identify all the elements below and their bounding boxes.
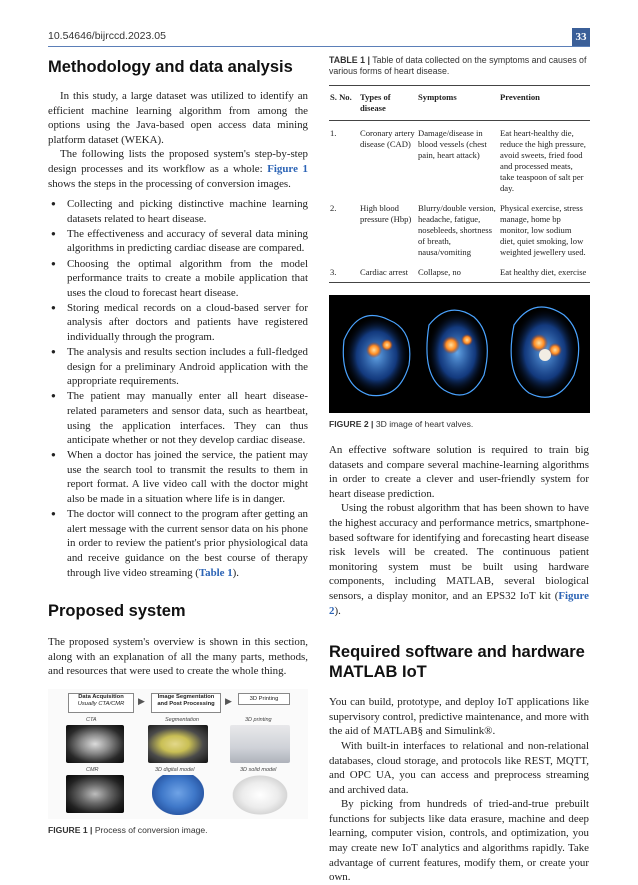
3d-solid-heart-image: [232, 775, 288, 815]
last-bullet-text-b: ).: [232, 566, 240, 579]
segmentation-label: Segmentation: [165, 716, 199, 723]
left-column: [48, 55, 308, 835]
table-cell: 2.: [330, 203, 337, 213]
figure-1-caption-label: FIGURE 1 |: [48, 824, 93, 835]
table-header-row: [329, 86, 590, 121]
table-cell: Eat heart-healthy die, reduce the high pressure, avoid sweets, fried food and processed meats, take teaspoon of salt per day.: [500, 128, 586, 193]
figure-2-caption-text: 3D image of heart valves.: [373, 419, 474, 429]
software-paragraph-2: [329, 501, 589, 618]
table-cell: 3.: [329, 260, 359, 283]
heart-valves-illustration: [329, 295, 590, 413]
table-cell: Blurry/double version, headache, fatigue, nosebleeds, shortness of breath, nausa/vomiting: [418, 203, 496, 257]
figure-1-caption-text: Process of conversion image.: [92, 824, 208, 835]
page-number-badge: 33: [572, 28, 590, 46]
software-paragraph-1: An effective software solution is required to train big datasets and compare several machine-learning algorithms in order to create a clever and user-friendly system for heart disease prediction.: [329, 444, 589, 500]
3d-solid-model-label: 3D solid model: [240, 766, 277, 773]
list-item: [48, 507, 308, 580]
list-item: ● Collecting and picking distinctive machine learning datasets related to heart disease.: [48, 197, 308, 226]
methodology-bullet-list: [48, 197, 308, 580]
3d-printing-box: 3D Printing: [238, 693, 290, 705]
table-cell: Collapse, no: [417, 260, 499, 283]
cmr-label: CMR: [86, 766, 99, 773]
methodology-paragraph-1: In this study, a large dataset was utilized to identify an efficient machine learning algorithm from among the options using the Java-based open access data mining platform dataset (WEKA).: [48, 90, 308, 146]
doi-text: 10.54646/bijrccd.2023.05: [48, 30, 166, 42]
matlab-paragraph-1: You can build, prototype, and deploy IoT applications like supervisory control, predictive maintenance, and more with the aid of MATLAB§ and Simulink®.: [329, 696, 589, 738]
list-item: ● When a doctor has joined the service, the patient may use the search tool to transmit the results to them in report format. A live video call with the doctor might also be made in a situation where life is in danger.: [48, 448, 308, 506]
software-para2-text-a: Using the robust algorithm that has been shown to have the highest accuracy and performance metrics, smartphone-based software for identifying and forecasting heart disease risk levels will be created. The continuous patient monitoring system must be built using hardware components, including MATLAB, several biological sensors, a display monitor, and an EPS32 IoT kit (: [329, 502, 589, 602]
table-row: [329, 121, 590, 197]
data-acquisition-box: [68, 693, 134, 713]
3d-digital-model-label: 3D digital model: [155, 766, 195, 773]
column-header: Prevention: [499, 86, 590, 121]
box1-subtitle: Usually CTA/CMR: [77, 700, 125, 707]
methodology-paragraph-2: [48, 147, 308, 191]
figure-2-heart-valves-image: [329, 295, 590, 413]
section-heading-proposed-system: Proposed system: [48, 602, 186, 621]
figure-2-link[interactable]: Figure 2: [329, 589, 589, 617]
arrow-right-icon: ▶: [225, 695, 232, 706]
table-cell: Cardiac arrest: [359, 260, 417, 283]
heart-right: [511, 307, 579, 397]
3d-printing-label: 3D printing: [245, 716, 272, 723]
image-segmentation-box: [151, 693, 221, 713]
last-bullet-text-a: The doctor will connect to the program after getting an alert message with the current sensor data on his phone in order to review the patient's prior physiological data and receive guidance on the best course of therapy through live video streaming (: [67, 508, 308, 579]
figure-1-conversion-diagram: [48, 689, 308, 819]
heart-middle: [427, 310, 487, 395]
figure-1-link[interactable]: Figure 1: [267, 162, 308, 175]
heart-disease-table: [329, 85, 590, 283]
table-1-link[interactable]: Table 1: [198, 566, 233, 579]
section-heading-methodology: Methodology and data analysis: [48, 58, 293, 76]
3d-printer-image: [230, 725, 290, 763]
figure-2-caption: [329, 419, 589, 429]
list-item: ● Storing medical records on a cloud-based server for analysis after doctors and patients have registered individually through the program.: [48, 301, 308, 345]
heart-left: [343, 316, 410, 396]
box2-title: Image Segmentation: [157, 693, 215, 700]
table-1-caption: [329, 55, 589, 77]
box1-title: Data Acquisition: [78, 693, 124, 700]
right-column: [329, 55, 589, 885]
table-row: [329, 196, 590, 260]
table-cell: Coronary artery disease (CAD): [360, 128, 415, 149]
cta-label: CTA: [86, 716, 97, 723]
matlab-paragraph-3: By picking from hundreds of tried-and-true prebuilt functions for subjects like data erasure, machine and deep learning, computer vision, controls, and optimization, you may create new IoT analytics and algorithms rapidly. Take advantage of current features, modify them, or create your own.: [329, 798, 589, 884]
list-item: ● The analysis and results section includes a full-fledged design for a preliminary Android application with the appropriate requirements.: [48, 345, 308, 389]
3d-digital-heart-image: [152, 775, 204, 815]
table-cell: Physical exercise, stress manage, home bp monitor, low sodium diet, quiet smoking, low weighted jewellery used.: [500, 203, 586, 257]
page-header: [48, 30, 590, 47]
column-header: Symptoms: [417, 86, 499, 121]
list-item: ● The patient may manually enter all heart disease-related parameters and sensor data, such as heartbeat, using the application interfaces. They can thus anticipate whether or not they develop cardiac disease.: [48, 389, 308, 447]
table-cell: Eat healthy diet, exercise: [499, 260, 590, 283]
segmentation-image: [148, 725, 208, 763]
box2-subtitle: and Post Processing: [157, 700, 215, 707]
para2-text-a: The following lists the proposed system's step-by-step design processes and its workflow as a whole:: [48, 148, 308, 175]
table-cell: High blood pressure (Hbp): [360, 203, 412, 224]
figure-2-caption-label: FIGURE 2 |: [329, 419, 374, 429]
table-cell: Damage/disease in blood vessels (chest pain, heart attack): [418, 128, 487, 160]
software-para2-text-b: ).: [334, 604, 341, 617]
column-header: S. No.: [329, 86, 359, 121]
proposed-system-paragraph: The proposed system's overview is shown in this section, along with an explanation of all the many parts, methods, and resources that were used to create the whole thing.: [48, 636, 308, 678]
matlab-paragraph-2: With built-in interfaces to relational and non-relational databases, cloud storage, and protocols like REST, MQTT, and OPC UA, you can access and preprocess streaming and archived data.: [329, 739, 589, 796]
para2-text-b: shows the steps in the processing of conversion images.: [48, 177, 291, 190]
section-heading-matlab-iot: Required software and hardware MATLAB IoT: [329, 643, 585, 682]
figure-1-caption: [48, 825, 308, 835]
table-row: [329, 260, 590, 283]
cta-scan-image: [66, 725, 124, 763]
list-item: ● Choosing the optimal algorithm from the model performance traits to create a mobile application that uses the cloud to forecast heart disease.: [48, 257, 308, 301]
table-cell: 1.: [330, 128, 337, 138]
cmr-scan-image: [66, 775, 124, 813]
arrow-right-icon: ▶: [138, 695, 145, 706]
table-1-caption-text: Table of data collected on the symptoms and causes of various forms of heart disease.: [329, 55, 587, 76]
table-1-caption-label: TABLE 1 |: [329, 55, 370, 65]
list-item: ● The effectiveness and accuracy of several data mining algorithms in predicting cardiac disease are compared.: [48, 227, 308, 256]
column-header: Types of disease: [359, 86, 417, 121]
